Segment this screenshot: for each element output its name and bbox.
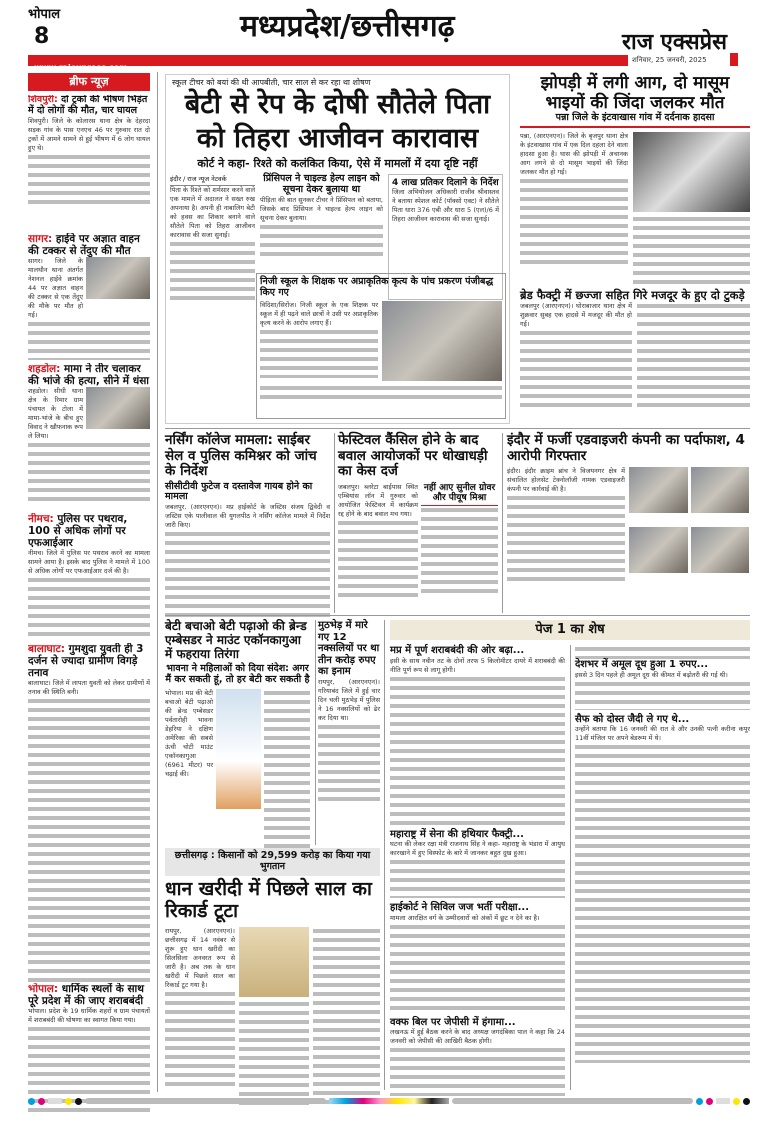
sub-story (256, 273, 506, 419)
naxal-headline: मुठभेड़ में मारे गए 12 नक्सलियों पर था तीन करोड़ रुपए का इनाम (318, 620, 380, 677)
continued-text: उन्होंने बताया कि 16 जनवरी की रात वे और उनकी पत्नी करीना कपूर 11वीं मंजिल पर अपने बेडरूम में थे। (575, 725, 750, 742)
brief-title: मामा ने तीर चलाकर की भांजे की हत्या, सीने में धंसा (28, 363, 150, 388)
main-byline: इंदौर / राज न्यूज नेटवर्क (170, 174, 255, 186)
brief-text: नीमच। जिले में पुलिस पर पथराव करने का मामला सामने आया है। इसके बाद पुलिस ने मामले में 100 से अधिक लोगों पर एफआईआर दर्ज की है। (28, 549, 150, 576)
bread-lead: जबलपुर (आरएनएन)। घोराबाजार थाना क्षेत्र में शुक्रवार सुबह एक हादसे में मजदूर की मौत हो गई। (520, 302, 632, 329)
main-lead: पिता के रिश्ते को शर्मसार करने वाले एक मामले में अदालत ने सख्त रुख अपनाया है। अपनी ही नाबालिग बेटी को हवस का शिकार बनाने वाले सौतेले पिता को तिहरा आजीवन कारावास की सजा सुनाई। (170, 186, 255, 240)
continued-title: वक्फ बिल पर जेपीसी में हंगामा... (390, 1016, 516, 1028)
continued-title: हाईकोर्ट ने सिविल जज भर्ती परीक्षा... (390, 902, 530, 913)
brand-logo: राज एक्सप्रेस (622, 30, 727, 55)
continued-text: मामला आरक्षित वर्ग के उम्मीदवारों को अंकों में छूट न देने का है। (390, 913, 540, 922)
box1-text: पीड़िता की बात सुनकर टीचर ने प्रिंसिपल को बताया, जिसके बाद प्रिंसिपल ने चाइल्ड हेल्प लाइन को सूचना देकर बुलाया। (260, 195, 383, 222)
page1-col-right (575, 645, 750, 1063)
page-number: 8 (34, 24, 50, 49)
brief-title: गुमशुदा युवती ही 3 दर्जन से ज्यादा ग्रामीण विगड़े तनाव (28, 643, 144, 680)
header-bar (28, 55, 628, 72)
festival-story (338, 433, 498, 599)
brief-item (28, 513, 150, 643)
festival-pullquote: नहीं आए सुनील ग्रोवर और पीयूष मिश्रा (421, 483, 498, 507)
brief-title: धार्मिक स्थलों के साथ पूरे प्रदेश में की जाए शराबबंदी (28, 983, 144, 1008)
continued-text: इससे 3 दिन पहले ही अमूल दूध की कीमत में बढ़ोतरी की गई थी। (575, 670, 728, 679)
festival-headline: फेस्टिवल कैंसिल होने के बाद बवाल आयोजकों पर धोखाधड़ी का केस दर्ज (338, 432, 488, 480)
indore-lead: इंदौर। इंदौर क्राइम ब्रांच ने विजयनगर क्षेत्र में संचालित होलसेट टेक्नोलॉजी नामक एडवाइजरी कंपनी पर कार्रवाई की है। (507, 467, 625, 494)
sub-headline: निजी स्कूल के शिक्षक पर अप्राकृतिक कृत्य के पांच प्रकरण पंजीबद्ध किए गए (260, 276, 494, 298)
fire-photo (633, 132, 750, 212)
brief-item (28, 95, 150, 233)
brief-news-header: ब्रीफ न्यूज़ (28, 73, 150, 91)
brief-text: भोपाल। प्रदेश के 19 धार्मिक शहरों व ग्राम पंचायतों में शराबबंदी की घोषणा का स्वागत किया गया। (28, 1007, 150, 1025)
continued-item (575, 714, 750, 1064)
continued-text: इसी के साथ नवीन तट के दोनों तरफ 5 किलोमीटर दायरे में शराबबंदी की नीति पूर्ण रूप से लागू होगी। (390, 656, 565, 674)
brief-place: नीमच: (28, 513, 54, 525)
brief-text: शहडोल। सीधी थाना क्षेत्र के रिमार ग्राम पंचायत के टोला में मामा-भांजे के बीच हुए विवाद ने खौफनाक रूप ले लिया। (28, 387, 83, 441)
mountain-headline: बेटी बचाओ बेटी पढ़ाओ की ब्रेन्ड एम्बेसडर ने माउंट एकॉनकागुआ में फहराया तिरंगा (165, 619, 307, 661)
brief-title: पुलिस पर पथराव, 100 से अधिक लोगों पर एफआईआर (28, 513, 128, 550)
paddy-photo (239, 927, 309, 997)
festival-lead: जबलपुर। ब्लरेटा बाईपास स्थित एम्बियांस लॉन में गुरुवार को आयोजित फेस्टिवल में कार्यक्रम रद्द होने के बाद बवाल मच गया। (338, 482, 418, 518)
nursing-subhead: सीसीटीवी फुटेज व दस्तावेज गायब होने का मामला (165, 480, 313, 503)
brief-text: सागर। जिले के मालथौन थाना अंतर्गत नेशनल हाईवे क्रमांक 44 पर अज्ञात वाहन की टक्कर से एक तेंदुए की मौके पर मौत हो गई। (28, 257, 83, 320)
fire-story (520, 74, 750, 410)
brief-text: बालाघाट। जिले में लापता युवती को लेकर ग्रामीणों में तनाव की स्थिति बनी। (28, 679, 150, 697)
main-headline: बेटी से रेप के दोषी सौतेले पिता को तिहरा आजीवन कारावास (184, 89, 491, 154)
paddy-lead: रायपुर, (आरएनएन)। छत्तीसगढ़ में 14 नवंबर से शुरू हुए धान खरीदी का सिलसिला अनवरत रूप से जारी है। अब तक के धान खरीदी में पिछले साल का रिकार्ड टूट गया है। (165, 926, 235, 989)
brief-text: शिवपुरी। जिले के कोलारस थाना क्षेत्र के देहरदा सड़क गांव के पास एनएच 46 पर गुरुवार रात दो ट्रकों में आमने सामने से हुई भीषण में 6 लोग घायल हुए थे। (28, 116, 150, 152)
paddy-kicker: छत्तीसगढ़ : किसानों को 29,599 करोड़ का किया गया भुगतान (165, 848, 380, 876)
brief-title: दो ट्रकों की भीषण भिड़ंत में दो लोगों की मौत, चार घायल (28, 95, 148, 116)
box1-title: प्रिंसिपल ने चाइल्ड हेल्प लाइन को सूचना देकर बुलाया था (263, 173, 380, 196)
fire-lead: पन्ना, (आरएनएन)। जिले के बृजपुर थाना क्षेत्र के इंटवाखास गांव में एक दिल दहला देने वाला हादसा हुआ है। घास की झोपड़ी में अचानक आग लगने से दो मासूम भाइयों की जिंदा जलकर मौत हो गई। (520, 132, 628, 177)
fire-subhead: पन्ना जिले के इंटवाखास गांव में दर्दनाक हादसा (520, 113, 750, 128)
paddy-headline: धान खरीदी में पिछले साल का रिकार्ड टूटा (165, 877, 372, 922)
brief-item (28, 233, 150, 363)
page1-continued-header: पेज 1 का शेष (390, 620, 750, 640)
brief-place: सागर: (28, 233, 53, 245)
main-subhead: कोर्ट ने कहा- रिश्ते को कलंकित किया, ऐसे में मामलों में दया दृष्टि नहीं (197, 156, 478, 170)
sub-lead: विदिशा/सिरोंज। निजी स्कूल के एक शिक्षक पर स्कूल में ही पढ़ने वाले छात्रों ने उसी पर अप्राकृतिक कृत्य करने के आरोप लगाए हैं। (260, 300, 378, 327)
continued-item (575, 659, 750, 710)
continued-item (390, 1017, 565, 1097)
mountain-lead: भोपाल। मप्र की बेटी बचाओ बेटी पढ़ाओ की ब्रेन्ड एम्बेसडर पर्वतारोही भावना डेहरिया ने दक्षिण अमेरिका की सबसे ऊंची चोटी माउंट एकॉनकागुआ (6961 मीटर) पर चढ़ाई की। (165, 689, 213, 779)
brief-place: भोपाल: (28, 983, 59, 995)
page1-col-left (390, 645, 565, 1096)
fire-headline: झोपड़ी में लगी आग, दो मासूम भाइयों की जिंदा जलकर मौत (540, 73, 730, 113)
paddy-story (165, 848, 380, 1110)
brief-item (28, 363, 150, 513)
police-photo (86, 387, 150, 429)
accused-photos (629, 467, 749, 584)
nursing-lead: जबलपुर, (आरएनएन)। मप्र हाईकोर्ट के जस्टिस संजय द्विवेदी व जस्टिस एके पालीवाल की युगलपीठ ने नर्सिंग कॉलेज मामले में निर्देश जारी किए। (165, 503, 330, 530)
mountain-subhead: भावना ने महिलाओं को दिया संदेश: अगर मैं कर सकती हूं, तो हर बेटी कर सकती है (165, 663, 310, 686)
mountain-story (165, 620, 310, 849)
brief-item (28, 643, 150, 983)
mountaineer-photo (216, 689, 261, 809)
main-kicker: स्कूल टीचर को बयां की थी आपबीती, चार साल से कर रहा था शोषण (172, 78, 371, 87)
continued-title: सैफ को दोस्त जैदी ले गए थे... (575, 713, 690, 725)
main-story (165, 74, 510, 424)
continued-item (390, 645, 565, 825)
bread-headline: ब्रेड फैक्ट्री में छज्जा सहित गिरे मजदूर के हुए दो टुकड़े (520, 288, 745, 303)
city-label: भोपाल (28, 7, 61, 22)
indore-headline: इंदौर में फर्जी एडवाइजरी कंपनी का पर्दाफाश, 4 आरोपी गिरफ्तार (507, 432, 745, 464)
continued-text: घटना की लेकर रक्षा मंत्री राजनाथ सिंह ने कहा- महाराष्ट्र के भंडारा में आयुध कारखाने में हुए विस्फोट के बारे में जानकर बहुत दुख हुआ। (390, 840, 565, 857)
continued-text: लखनऊ में हुई बैठक करने के बाद अध्यक्ष जगदंबिका पाल ने कहा कि 24 जनवरी को जेपीसी की आखिरी बैठक होगी। (390, 1028, 565, 1045)
indore-story (507, 433, 750, 584)
box2-text: जिला अभियोजन अधिकारी राजीव श्रीवास्तव ने बताया स्पेशल कोर्ट (पॉक्सो एक्ट) ने सौतेले पिता धारा 376 एबी और धारा 5 (एल)/6 में तिहरा आजीवन कारावास की सजा सुनाई। (392, 188, 499, 224)
brief-list (28, 95, 150, 1123)
school-photo (382, 301, 502, 381)
leopard-photo (86, 257, 150, 299)
continued-item (390, 902, 565, 1013)
continued-item (390, 829, 565, 899)
naxal-story (318, 620, 380, 803)
nursing-headline: नर्सिंग कॉलेज मामला: साईबर सेल व पुलिस कमिश्नर को जांच के निर्देश (165, 432, 317, 480)
box2-title: 4 लाख प्रतिकर दिलाने के निर्देश (392, 178, 499, 189)
continued-title: महाराष्ट्र में सेना की हथियार फैक्ट्री... (390, 828, 524, 840)
date: शनिवार, 25 जनवरी, 2025 (632, 56, 707, 64)
section-title: मध्यप्रदेश/छत्तीसगढ़ (240, 9, 455, 44)
continued-title: मप्र में पूर्ण शराबबंदी की ओर बढ़ा... (390, 645, 525, 656)
nursing-story (165, 433, 330, 620)
brief-place: शिवपुरी: (28, 95, 58, 105)
header-bar-end (730, 53, 738, 66)
brief-title: हाईवे पर अज्ञात वाहन की टक्कर से तेंदुए की मौत (28, 233, 140, 258)
continued-title: देशभर में अमूल दूध हुआ 1 रुपए... (575, 659, 709, 670)
color-registration-bar (28, 1097, 750, 1105)
brief-place: शहडोल: (28, 363, 61, 375)
naxal-lead: रायपुर, (आरएनएन)। गरियाबंद जिले में हुई चार दिन चली मुठभेड़ में पुलिस ने 16 नक्सलियों को ढेर कर दिया था। (318, 677, 380, 722)
brief-place: बालाघाट: (28, 643, 65, 655)
website-link[interactable]: www.rajexpress.com (34, 63, 128, 72)
